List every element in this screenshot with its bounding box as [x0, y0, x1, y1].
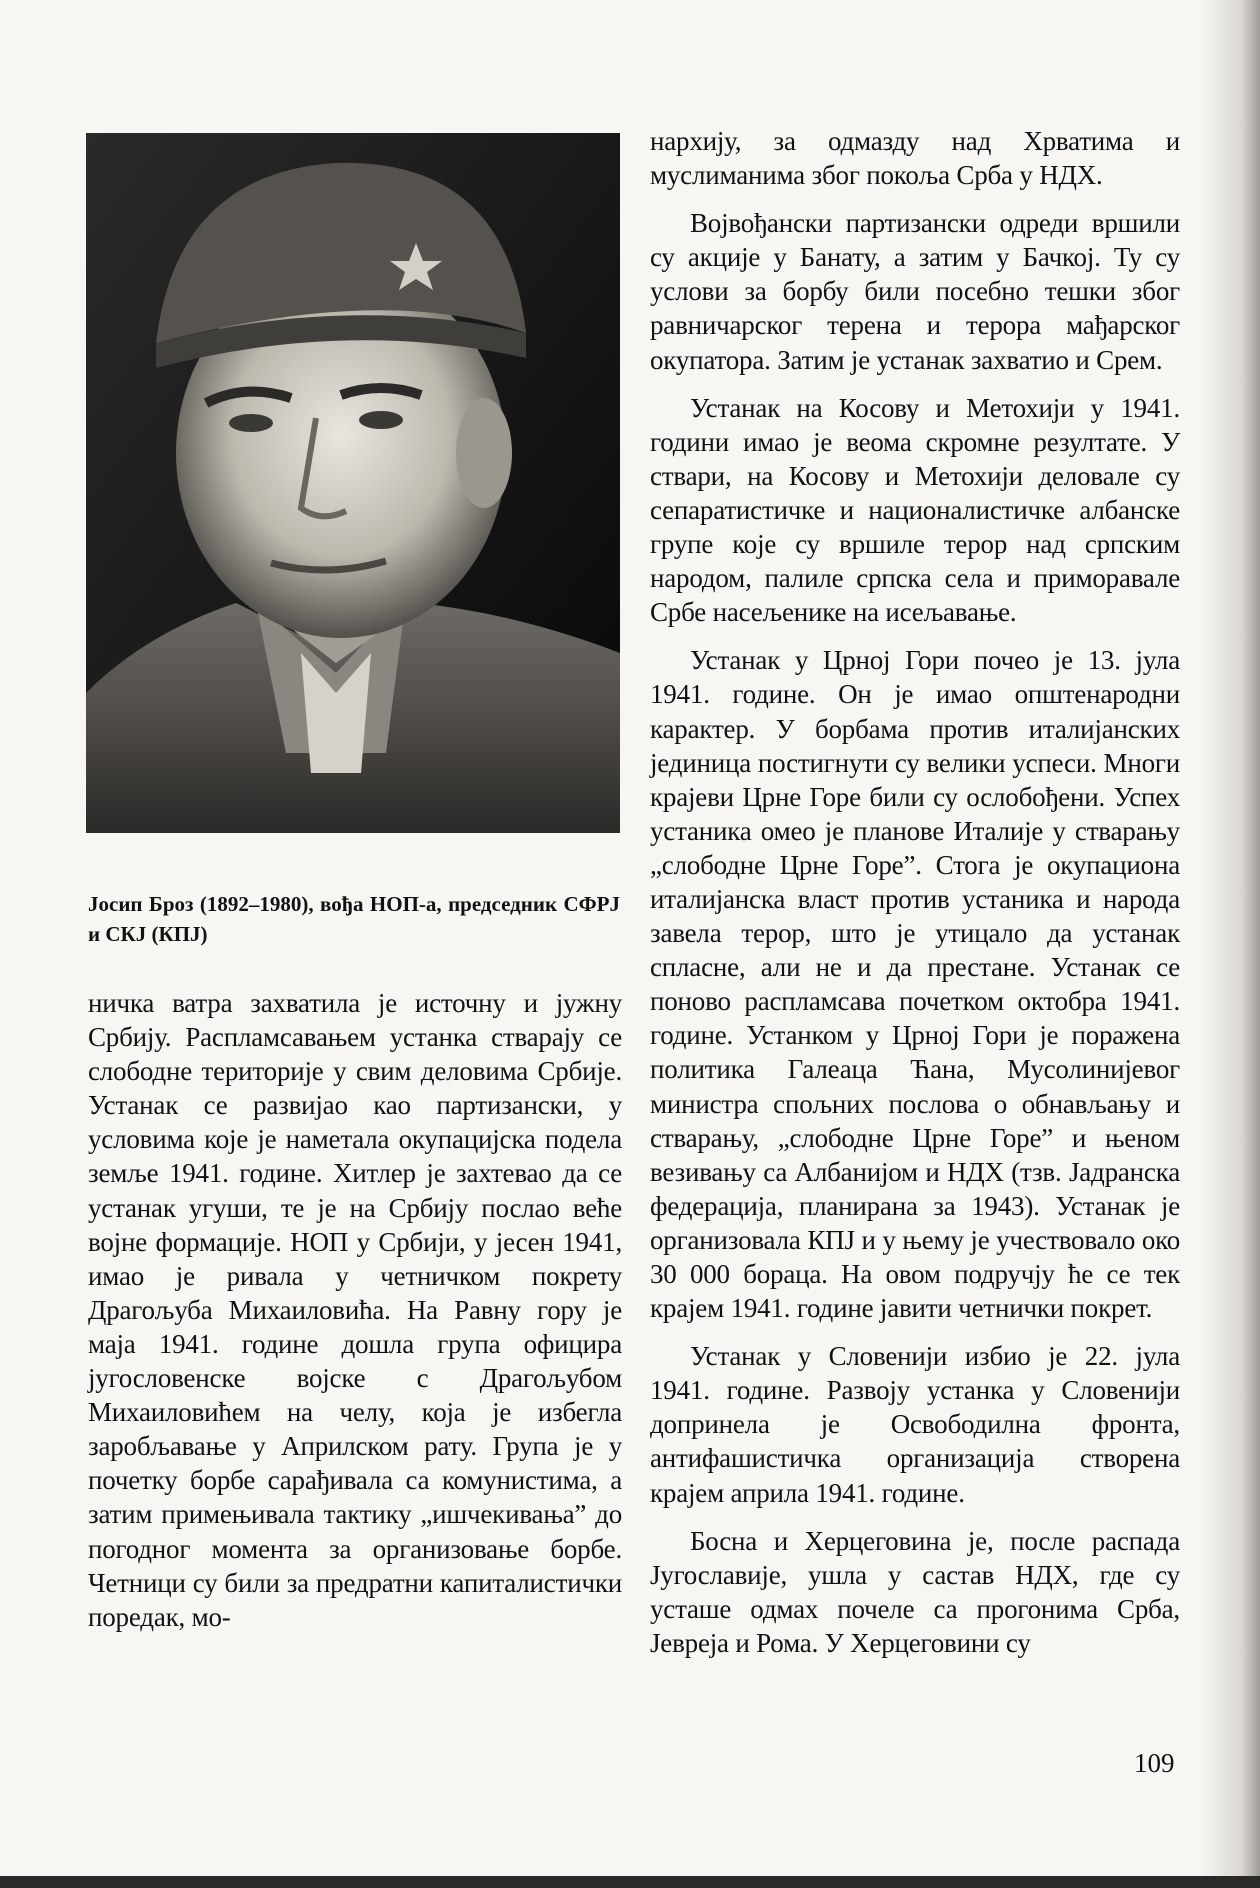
- paragraph: Устанак у Црној Гори почео је 13. јула 1941. године. Он је имао општенародни карактер. У борбама против италијанских јединица постигнути су велики успеси. Многи крајеви Црне Горе били су ослобођени. Успех устаника омео је планове Италије у стварању „слободне Црне Горе”. Стога је окупациона италијанска власт против устаника и народа завела терор, што је утицало да устанак спласне, али не и да престане. Устанак се поново распламсава почетком октобра 1941. године. Устанком у Црној Гори је поражена политика Галеаца Ћана, Мусолинијевог министра спољних послова о обнављању и стварању, „слободне Црне Горе” и њеном везивању са Албанијом и НДХ (тзв. Јадранска федерација, планирана за 1943). Устанак је организовала КПЈ и у њему је учествовало око 30 000 бораца. На овом подручју ће се тек крајем 1941. године јавити четнички покрет.: [650, 645, 1180, 1324]
- portrait-illustration: [86, 133, 620, 833]
- page-number: 109: [1134, 1748, 1175, 1778]
- paragraph: ничка ватра захватила је источну и јужну Србију. Распламсавањем устанка стварају се слободне територије у свим деловима Србије. Устанак се развијао као партизански, у условима које је наметала окупацијска подела земље 1941. године. Хитлер је захтевао да се устанак угуши, те је на Србију послао веће војне формације. НОП у Србији, у јесен 1941, имао је ривала у четничком покрету Драгољуба Михаиловића. На Равну гору је маја 1941. године дошла група официра југословенске војске с Драгољубом Михаиловићем на челу, која је избегла заробљавање у Априлском рату. Група је у почетку борбе сарађивала са комунистима, а затим примењивала тактику „ишчекивања” до погодног момента за организовање борбе. Четници су били за предратни капиталистички поредак, мо-: [88, 988, 622, 1632]
- paragraph: Босна и Херцеговина је, после распада Југославије, ушла у састав НДХ, где су усташе одмах почеле са прогонима Срба, Јевреја и Рома. У Херцеговини су: [650, 1525, 1180, 1658]
- paragraph: Устанак на Косову и Метохији у 1941. години имао је веома скромне резултате. У ствари, на Косову и Метохији деловале су сепаратистичке и националистичке албанске групе које су вршиле терор над српским народом, палиле српска села и приморавале Србе насељенике на исељавање.: [650, 392, 1180, 628]
- paragraph: Војвођански партизански одреди вршили су акције у Банату, а затим у Бачкој. Ту су услови за борбу били посебно тешки због равничарског терена и терора мађарског окупатора. Затим је устанак захватио и Срем.: [650, 208, 1180, 375]
- photo-caption: Јосип Броз (1892–1980), вођа НОП-а, председник СФРЈ и СКЈ (КПЈ): [88, 892, 620, 946]
- scan-bottom-edge: [0, 1876, 1260, 1888]
- paragraph: Устанак у Словенији избио је 22. јула 1941. године. Развоју устанка у Словенији допринела је Освободилна фронта, антифашистичка организација створена крајем априла 1941. године.: [650, 1341, 1180, 1508]
- paragraph: нархију, за одмазду над Хрватима и муслиманима због покоља Срба у НДХ.: [650, 126, 1180, 191]
- left-column: [88, 986, 622, 1634]
- portrait-photo: [86, 133, 620, 833]
- page-edge-shadow: [1200, 0, 1260, 1888]
- right-column: [650, 124, 1180, 1660]
